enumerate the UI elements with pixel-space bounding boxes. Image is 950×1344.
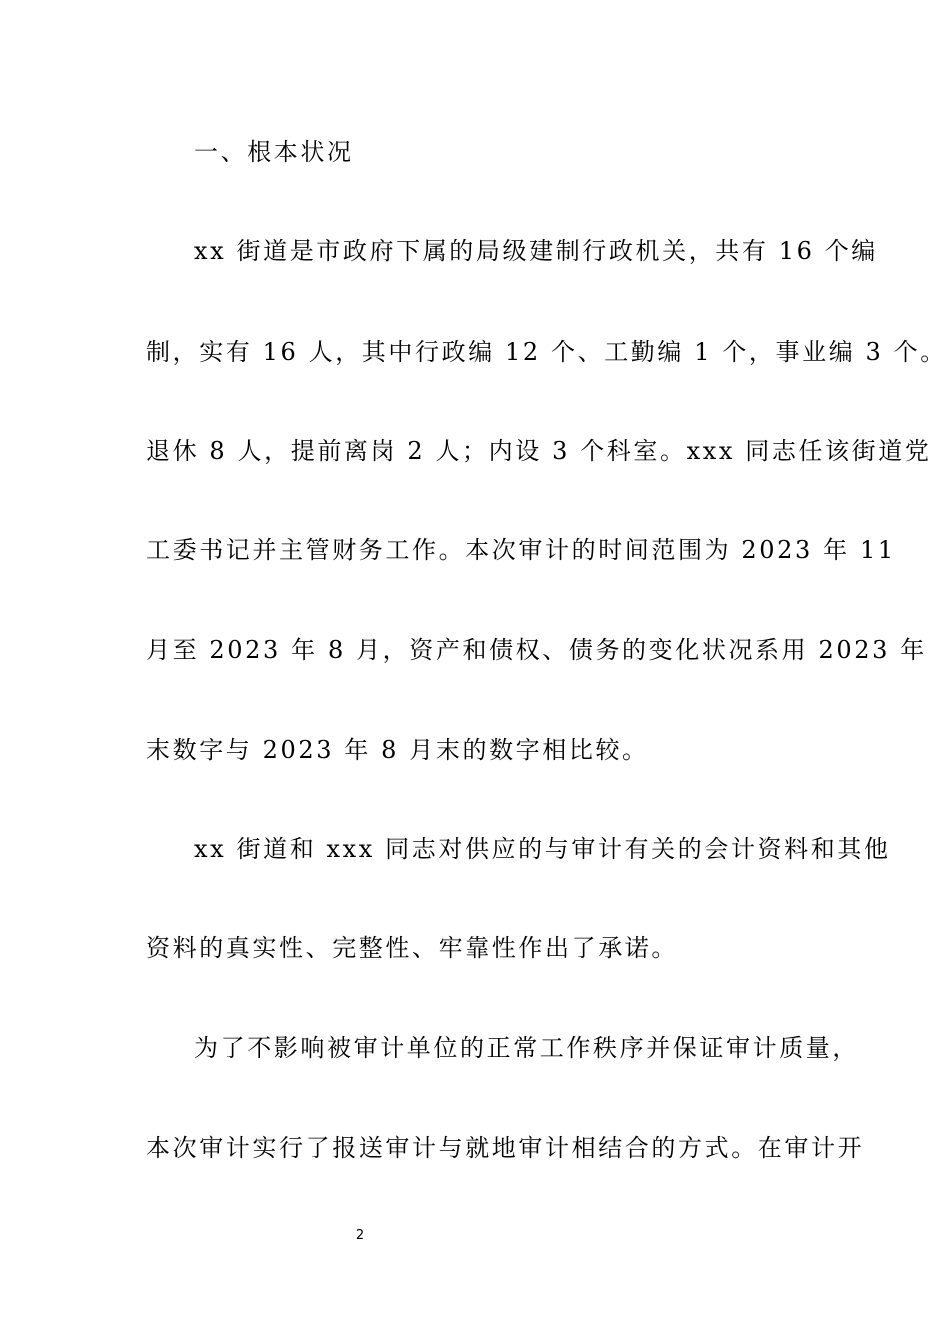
paragraph-line: 为了不影响被审计单位的正常工作秩序并保证审计质量， bbox=[194, 1034, 859, 1062]
paragraph-line: 资料的真实性、完整性、牢靠性作出了承诺。 bbox=[146, 934, 678, 962]
paragraph-line: 月至 2023 年 8 月，资产和债权、债务的变化状况系用 2023 年 bbox=[146, 636, 927, 664]
paragraph-line: 本次审计实行了报送审计与就地审计相结合的方式。在审计开 bbox=[146, 1134, 865, 1162]
section-heading: 一、根本状况 bbox=[194, 138, 354, 166]
paragraph-line: 退休 8 人，提前离岗 2 人；内设 3 个科室。xxx 同志任该街道党 bbox=[146, 437, 932, 465]
paragraph-line: 制，实有 16 人，其中行政编 12 个、工勤编 1 个，事业编 3 个。 bbox=[146, 338, 947, 366]
paragraph-line: xx 街道和 xxx 同志对供应的与审计有关的会计资料和其他 bbox=[194, 835, 891, 863]
paragraph-line: 工委书记并主管财务工作。本次审计的时间范围为 2023 年 11 bbox=[146, 536, 896, 564]
paragraph-line: xx 街道是市政府下属的局级建制行政机关，共有 16 个编 bbox=[194, 237, 878, 265]
paragraph-line: 末数字与 2023 年 8 月末的数字相比较。 bbox=[146, 736, 649, 764]
page-number: 2 bbox=[355, 1228, 365, 1243]
